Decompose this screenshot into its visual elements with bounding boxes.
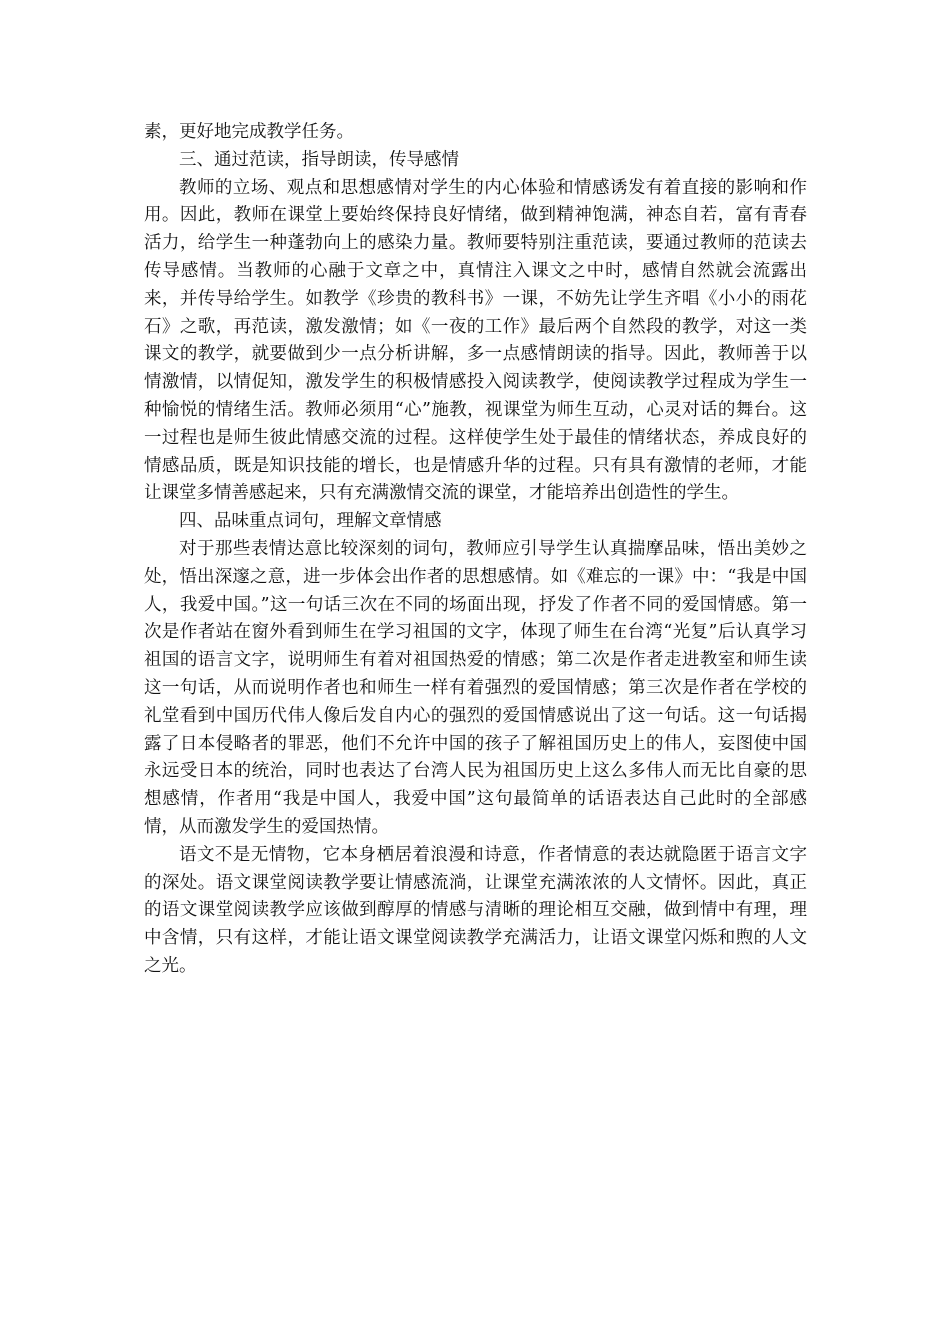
paragraph-section-4: 对于那些表情达意比较深刻的词句，教师应引导学生认真揣摩品味，悟出美妙之处，悟出深邃之意，进一步体会出作者的思想感情。如《难忘的一课》中：“我是中国人，我爱中国。”这一句话三次在不同的场面出现，抒发了作者不同的爱国情感。第一次是作者站在窗外看到师生在学习祖国的文字，体现了师生在台湾“光复”后认真学习祖国的语言文字，说明师生有着对祖国热爱的情感；第二次是作者走进教室和师生读这一句话，从而说明作者也和师生一样有着强烈的爱国情感；第三次是作者在学校的礼堂看到中国历代伟人像后发自内心的强烈的爱国情感说出了这一句话。这一句话揭露了日本侵略者的罪恶，他们不允许中国的孩子了解祖国历史上的伟人，妄图使中国永远受日本的统治，同时也表达了台湾人民为祖国历史上这么多伟人而无比自豪的思想感情，作者用“我是中国人，我爱中国”这句最简单的话语表达自己此时的全部感情，从而激发学生的爱国热情。 (144, 538, 807, 837)
paragraph-conclusion: 语文不是无情物，它本身栖居着浪漫和诗意，作者情意的表达就隐匿于语言文字的深处。语文课堂阅读教学要让情感流淌，让课堂充满浓浓的人文情怀。因此，真正的语文课堂阅读教学应该做到醇厚的情感与清晰的理论相互交融，做到情中有理，理中含情，只有这样，才能让语文课堂阅读教学充满活力，让语文课堂闪烁和煦的人文之光。 (144, 844, 807, 976)
section-heading-4: 四、品味重点词句，理解文章情感 (179, 511, 442, 532)
paragraph-section-3: 教师的立场、观点和思想感情对学生的内心体验和情感诱发有着直接的影响和作用。因此，教师在课堂上要始终保持良好情绪，做到精神饱满，神态自若，富有青春活力，给学生一种蓬勃向上的感染力量。教师要特别注重范读，要通过教师的范读去传导感情。当教师的心融于文章之中，真情注入课文之中时，感情自然就会流露出来，并传导给学生。如教学《珍贵的教科书》一课，不妨先让学生齐唱《小小的雨花石》之歌，再范读，激发激情；如《一夜的工作》最后两个自然段的教学，对这一类课文的教学，就要做到少一点分析讲解，多一点感情朗读的指导。因此，教师善于以情激情，以情促知，激发学生的积极情感投入阅读教学，使阅读教学过程成为学生一种愉悦的情绪生活。教师必须用“心”施教，视课堂为师生互动，心灵对话的舞台。这一过程也是师生彼此情感交流的过程。这样使学生处于最佳的情绪状态，养成良好的情感品质，既是知识技能的增长，也是情感升华的过程。只有具有激情的老师，才能让课堂多情善感起来，只有充满激情交流的课堂，才能培养出创造性的学生。 (144, 177, 807, 504)
paragraph-continuation: 素，更好地完成教学任务。 (144, 122, 354, 142)
document-page (144, 119, 807, 981)
section-heading-3: 三、通过范读，指导朗读，传导感情 (179, 149, 459, 170)
